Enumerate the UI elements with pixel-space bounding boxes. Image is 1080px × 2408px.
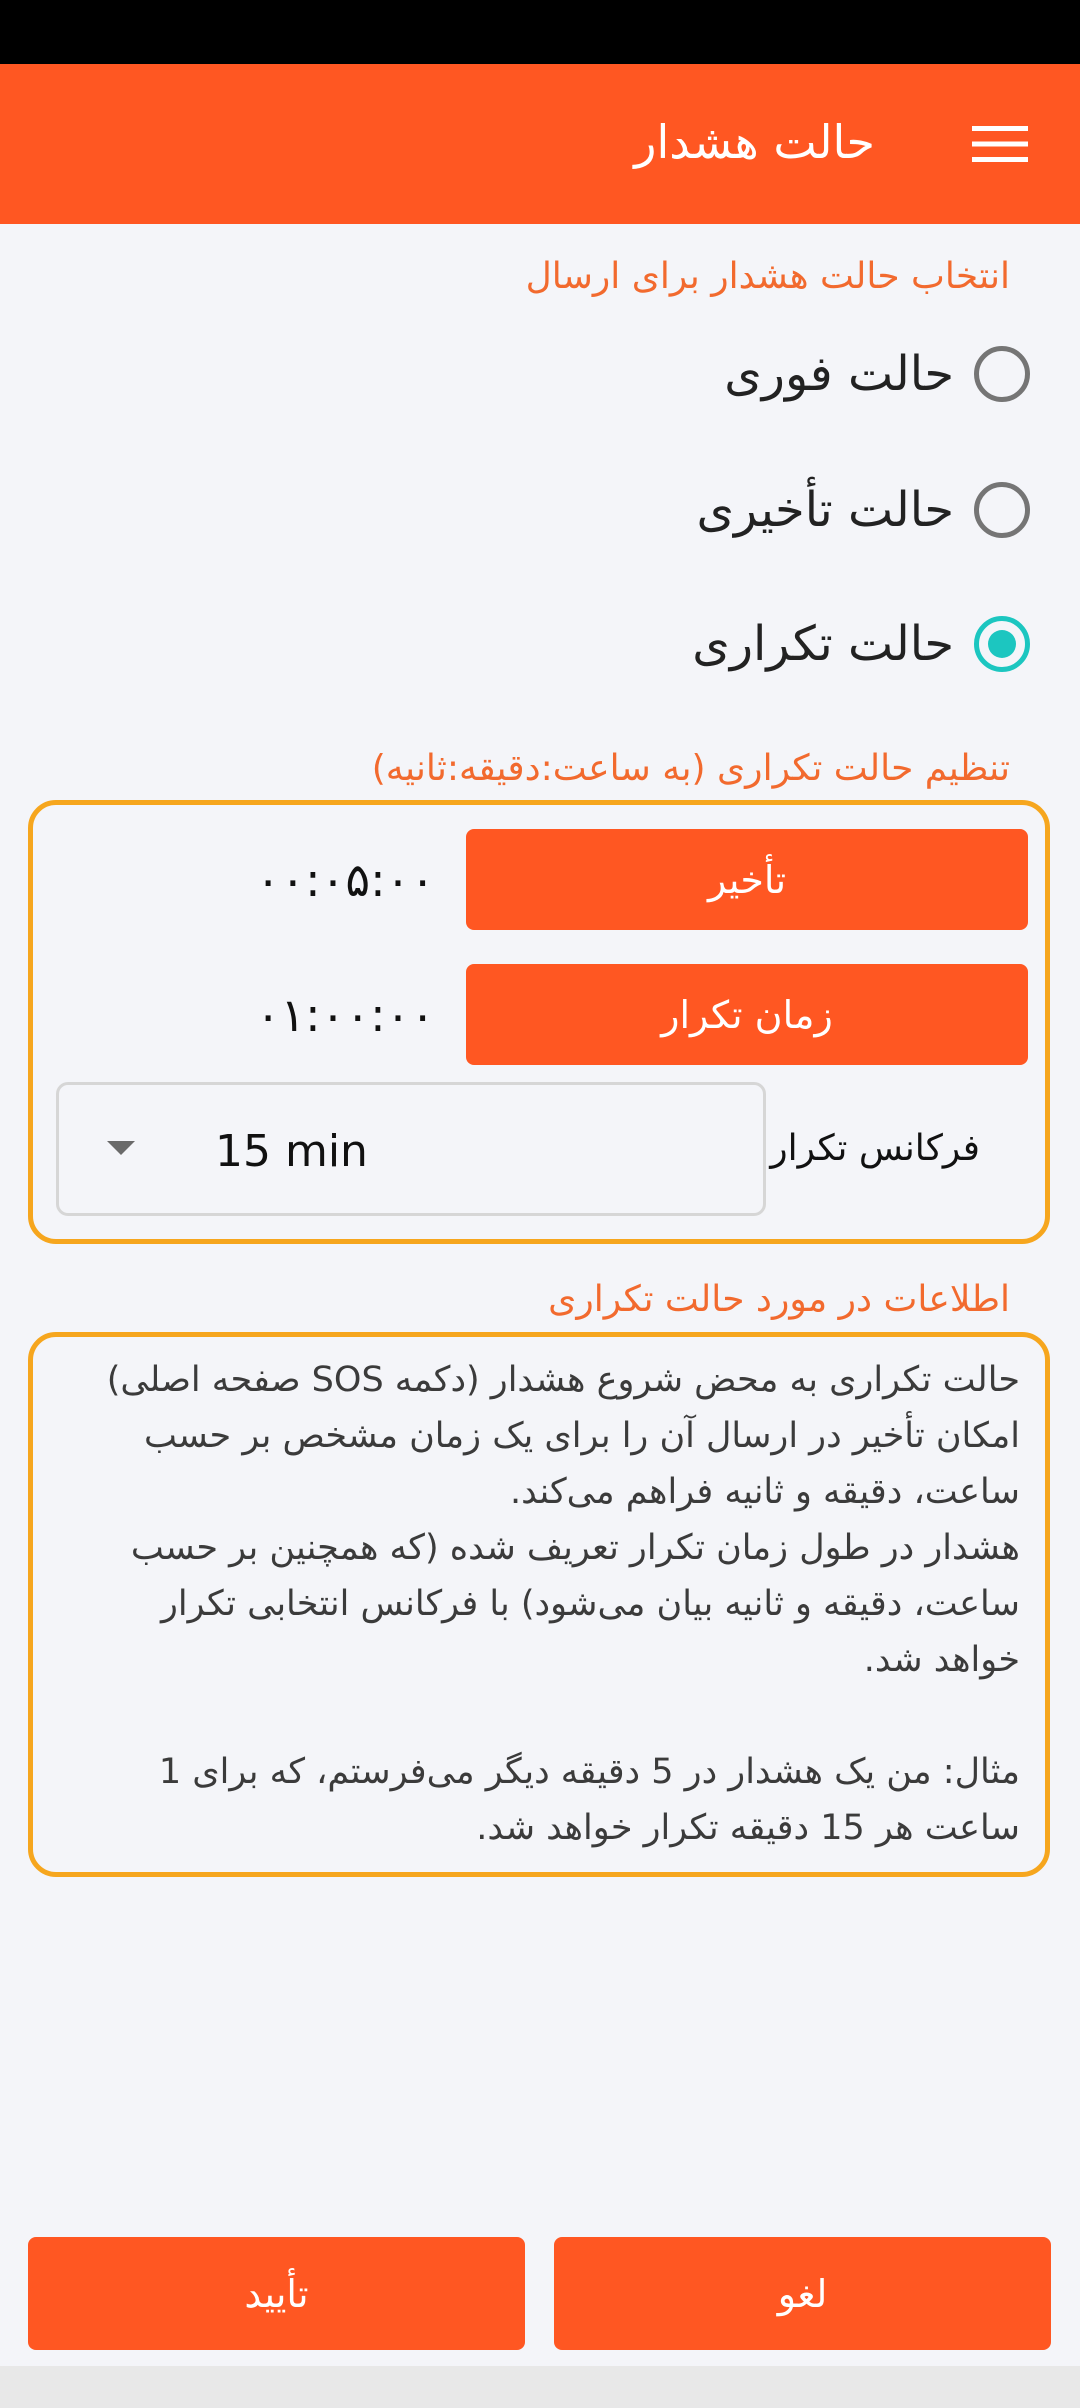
radio-option-instant[interactable]	[724, 331, 1030, 417]
radio-option-label: حالت تکراری	[692, 616, 954, 672]
radio-button-unchecked[interactable]	[974, 482, 1030, 538]
repeat-time-value: ۰۱:۰۰:۰۰	[255, 988, 435, 1042]
radio-option-delayed[interactable]	[696, 467, 1030, 553]
info-text: حالت تکراری به محض شروع هشدار (دکمه SOS صفحه اصلی) امکان تأخیر در ارسال آن را برای یک زمان مشخص بر حسب ساعت، دقیقه و ثانیه فراهم می‌کند. هشدار در طول زمان تکرار تعریف شده (که همچنین بر حسب ساعت، دقیقه و ثانیه بیان می‌شود) با فرکانس انتخابی تکرار خواهد شد. مثال: من یک هشدار در 5 دقیقه دیگر می‌فرستم، که برای 1 ساعت هر 15 دقیقه تکرار خواهد شد.	[106, 1360, 1020, 1848]
delay-button[interactable]: تأخیر	[466, 829, 1028, 930]
cancel-button[interactable]: لغو	[554, 2237, 1051, 2350]
radio-option-repeat[interactable]	[692, 601, 1030, 687]
radio-option-label: حالت تأخیری	[696, 482, 954, 538]
delay-value: ۰۰:۰۵:۰۰	[255, 853, 435, 907]
frequency-selected-value: 15 min	[215, 1126, 368, 1177]
status-bar	[0, 0, 1080, 64]
frequency-select[interactable]	[56, 1082, 766, 1216]
radio-option-label: حالت فوری	[724, 346, 954, 402]
app-bar	[0, 64, 1080, 224]
repeat-settings-label: تنظیم حالت تکراری (به ساعت:دقیقه:ثانیه)	[371, 748, 1010, 789]
hamburger-menu-icon	[972, 124, 1028, 164]
radio-button-checked[interactable]	[974, 616, 1030, 672]
dropdown-arrow-icon	[107, 1141, 135, 1155]
repeat-time-button[interactable]: زمان تکرار	[466, 964, 1028, 1065]
page-title: حالت هشدار	[634, 115, 875, 169]
frequency-label: فرکانس تکرار	[770, 1128, 980, 1169]
confirm-button[interactable]: تأیید	[28, 2237, 525, 2350]
mode-section-label: انتخاب حالت هشدار برای ارسال	[525, 256, 1010, 297]
info-section-label: اطلاعات در مورد حالت تکراری	[548, 1279, 1010, 1320]
radio-button-unchecked[interactable]	[974, 346, 1030, 402]
menu-button[interactable]	[960, 106, 1040, 182]
navigation-bar	[0, 2366, 1080, 2408]
